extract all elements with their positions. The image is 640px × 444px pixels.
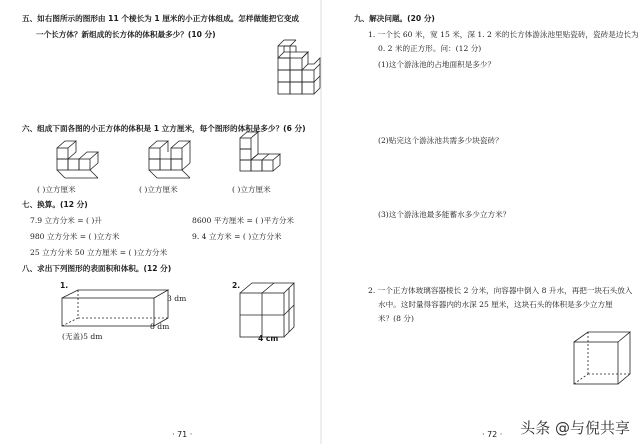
q8-fig1-note-label: (无盖)5 dm — [62, 332, 103, 341]
q7-row2-col1[interactable]: 980 立方分米 = ( )立方米 — [30, 232, 120, 241]
q9-p1-line2: 0. 2 米的正方形。问：(12 分) — [378, 44, 482, 53]
q9-p1-line1: 1. 一个长 60 米，宽 15 米，深 1. 2 米的长方体游泳池里贴瓷砖，瓷砖是边长为 — [368, 30, 639, 39]
q7-title: 七、换算。(12 分) — [22, 200, 88, 209]
q8-fig2-width-label: 4 cm — [258, 334, 279, 343]
q6-cube-figure-1 — [55, 138, 111, 180]
q6-blank-1[interactable]: ( )立方厘米 — [37, 185, 76, 194]
q9-glass-cube-figure — [572, 330, 636, 386]
q7-row2-col2[interactable]: 9. 4 立方米 = ( )立方分米 — [192, 232, 282, 241]
right-page — [322, 0, 640, 444]
q5-line1: 五、如右图所示的图形由 11 个棱长为 1 厘米的小正方体组成。怎样做能把它变成 — [22, 14, 300, 23]
q6-title: 六、组成下面各图的小正方体的体积是 1 立方厘米，每个图形的体积是多少？(6 分) — [22, 124, 306, 133]
q5-line2: 一个长方体？新组成的长方体的体积最多少？(10 分) — [36, 30, 216, 39]
q9-p2-line1: 2. 一个正方体玻璃容器棱长 2 分米，向容器中倒入 8 升水，再把一块石头放入 — [368, 286, 633, 295]
q8-fig2-number: 2. — [232, 281, 241, 290]
q9-sub3: (3)这个游泳池最多能蓄水多少立方米？ — [378, 210, 511, 219]
q8-title: 八、求出下列图形的表面积和体积。(12 分) — [22, 264, 172, 273]
q6-cube-figure-2 — [147, 136, 203, 180]
q9-sub1: (1)这个游泳池的占地面积是多少？ — [378, 60, 496, 69]
q8-fig1-length-label: 8 dm — [150, 322, 170, 331]
q9-p2-line3: 米？(8 分) — [378, 314, 414, 323]
right-page-number: · 72 · — [482, 430, 503, 439]
q9-sub2: (2)贴完这个游泳池共需多少块瓷砖？ — [378, 136, 503, 145]
q8-cube-figure — [238, 281, 298, 337]
watermark-text: 头条 @与倪共享 — [520, 419, 630, 437]
q9-title: 九、解决问题。(20 分) — [354, 14, 435, 23]
q7-row3-col1[interactable]: 25 立方分米 50 立方厘米 = ( )立方分米 — [30, 248, 168, 257]
q7-row1-col2[interactable]: 8600 平方厘米 = ( )平方分米 — [192, 216, 295, 225]
q9-p2-line2: 水中。这时量得容器内的水深 25 厘米，这块石头的体积是多少立方厘 — [378, 300, 613, 309]
q6-cube-figure-3 — [238, 136, 294, 180]
q8-fig1-number: 1. — [60, 281, 69, 290]
q6-blank-2[interactable]: ( )立方厘米 — [139, 185, 178, 194]
left-page-number: · 71 · — [172, 430, 193, 439]
q8-fig1-height-label: 3 dm — [167, 294, 187, 303]
q6-blank-3[interactable]: ( )立方厘米 — [232, 185, 271, 194]
q7-row1-col1[interactable]: 7.9 立方分米 = ( )升 — [30, 216, 102, 225]
